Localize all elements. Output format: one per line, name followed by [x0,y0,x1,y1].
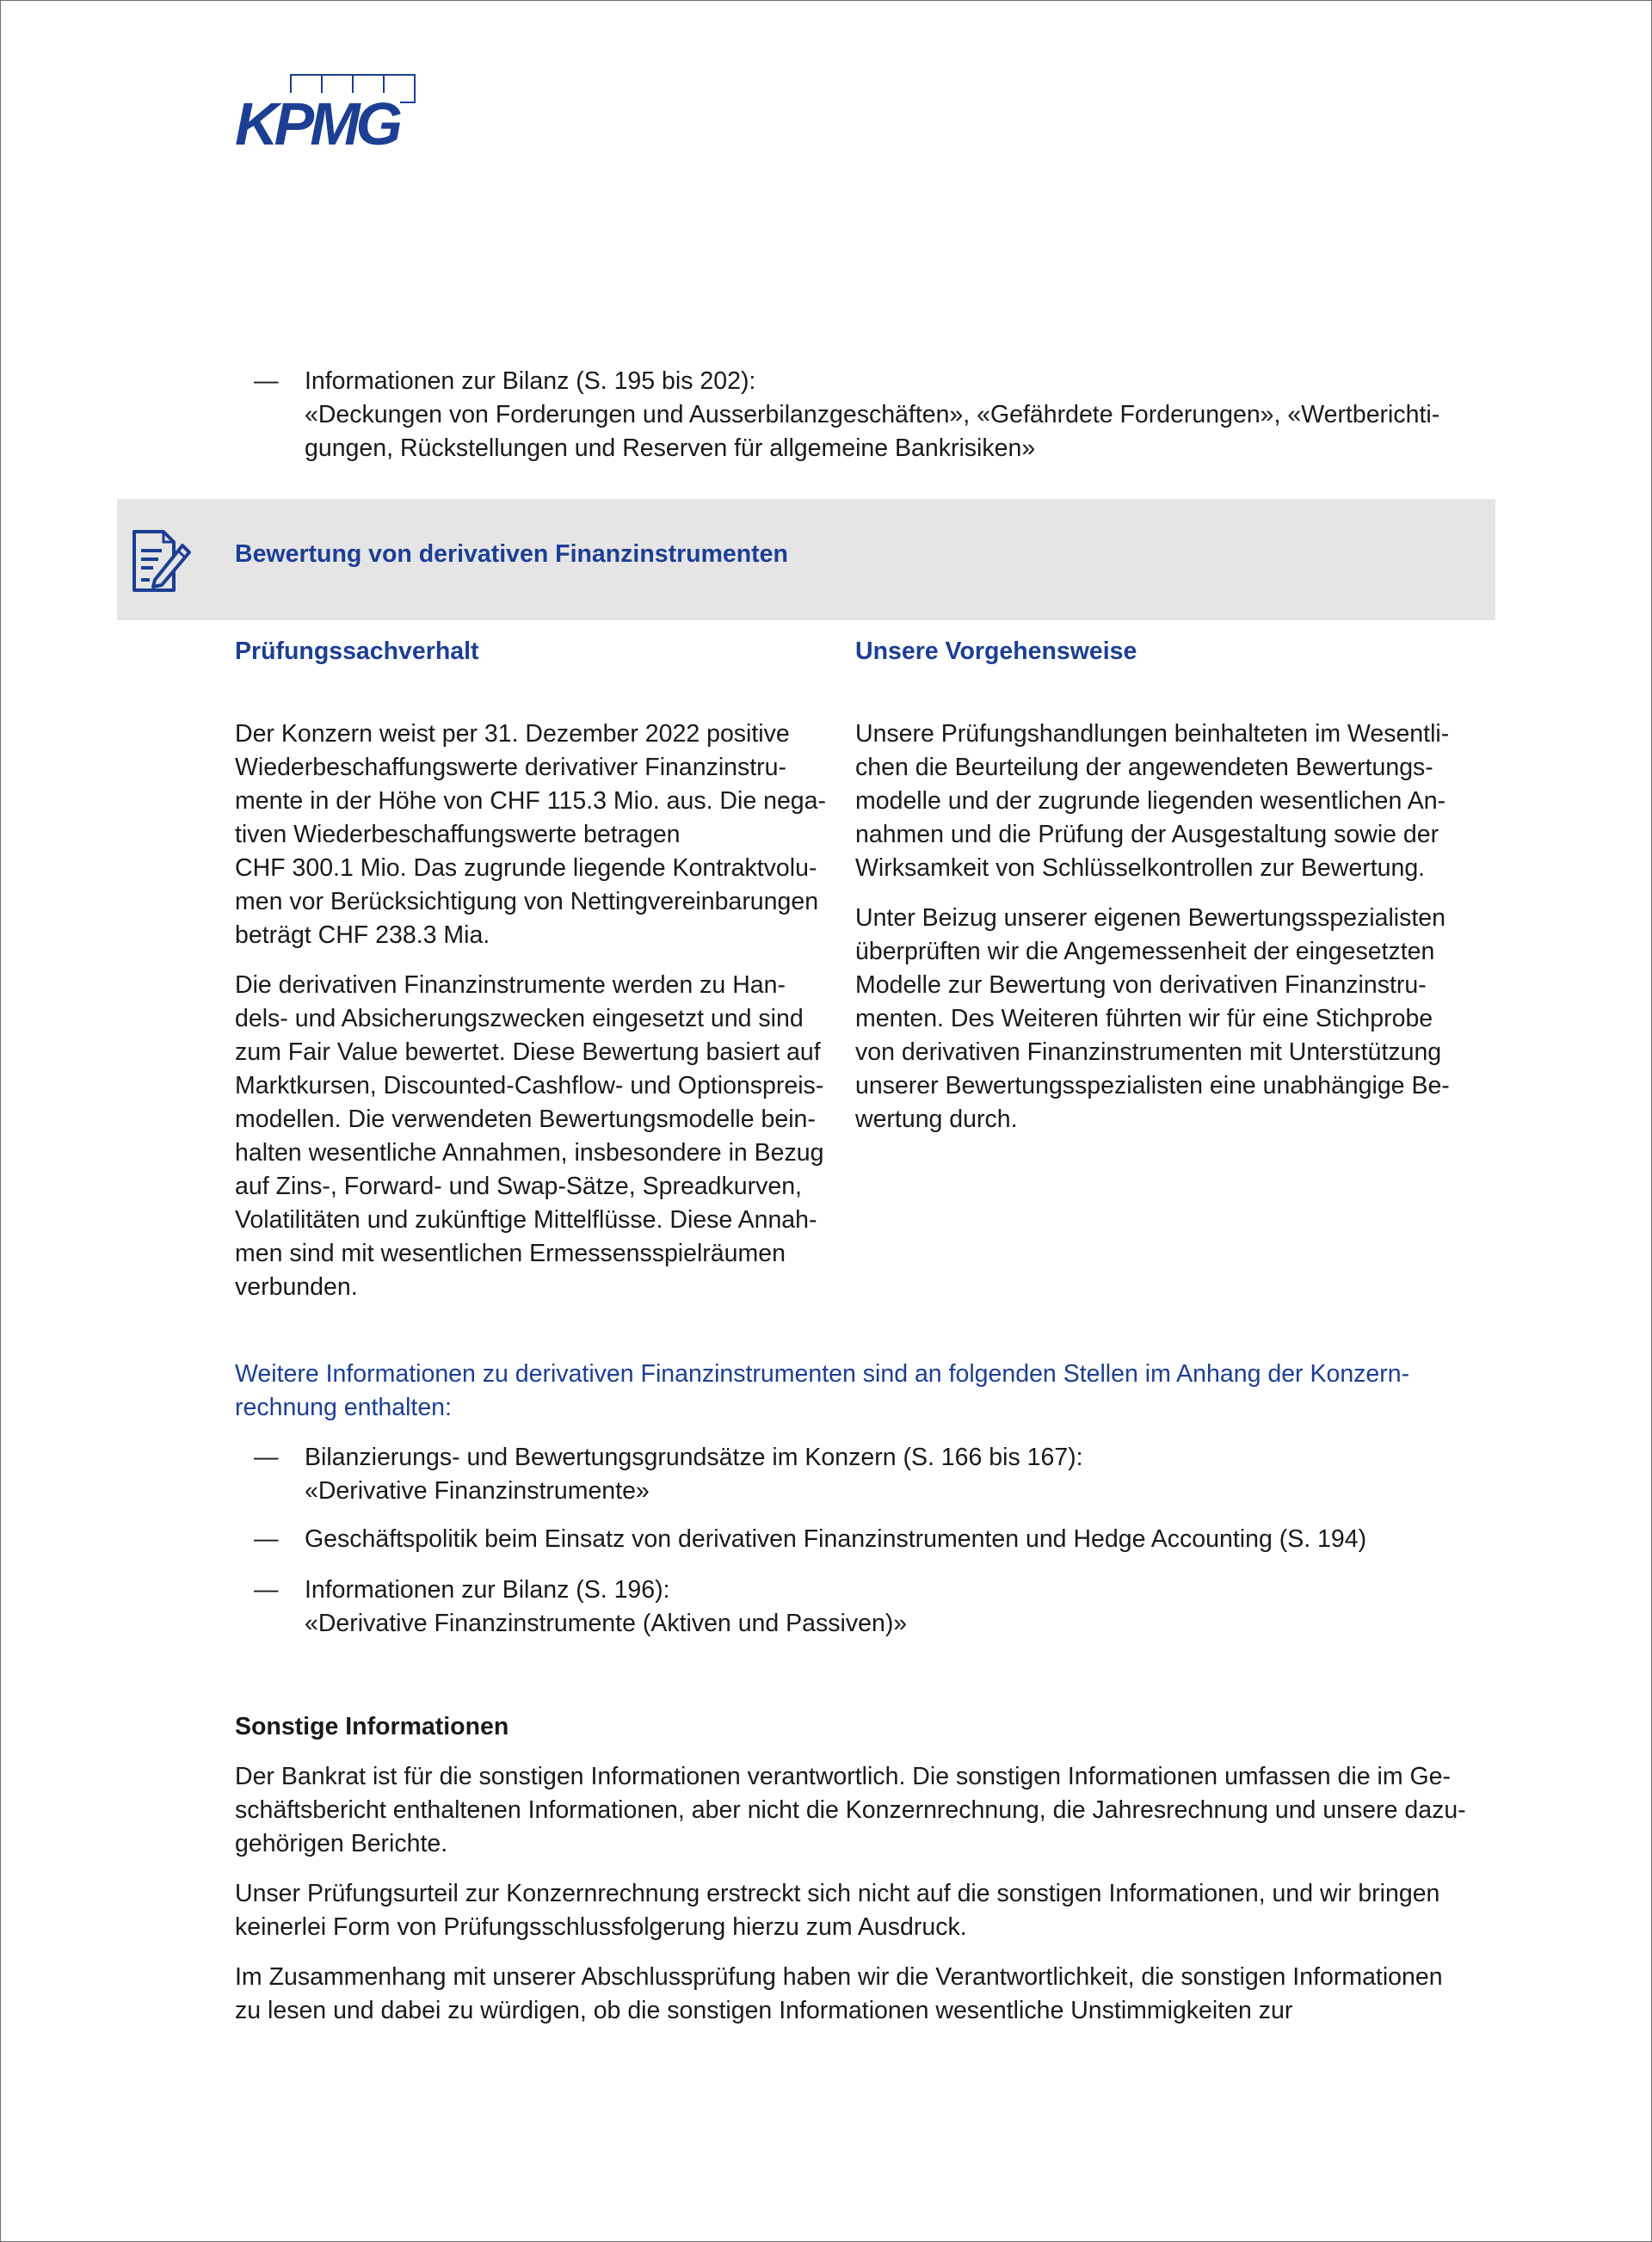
other-info-paragraph-1 [235,1760,1500,1861]
text-line: halten wesentliche Annahmen, insbesondere in Bezug [235,1139,824,1167]
logo-text: KPMG [235,90,398,157]
bullet-dash: — [254,1525,279,1553]
text-line: Marktkursen, Discounted-Cashflow- und Optionspreis- [235,1072,824,1099]
text-line: tiven Wiederbeschaffungswerte betragen [235,821,681,848]
text-line: verbunden. [235,1273,358,1301]
text-line: keinerlei Form von Prüfungsschlussfolgerung hierzu zum Ausdruck. [235,1913,967,1941]
text-line: Der Bankrat ist für die sonstigen Informationen verantwortlich. Die sonstigen Informationen umfassen die im Ge- [235,1763,1452,1790]
text-line: Informationen zur Bilanz (S. 196): [305,1576,670,1604]
bullet-dash: — [254,367,279,395]
text-line: Unsere Prüfungshandlungen beinhalteten im Wesentli- [855,720,1450,748]
text-line: «Derivative Finanzinstrumente» [305,1477,650,1505]
top-bullet-text [305,365,1492,465]
bullet-dash: — [254,1576,279,1604]
text-line: «Derivative Finanzinstrumente (Aktiven und Passiven)» [305,1610,908,1637]
text-line: men sind mit wesentlichen Ermessensspielräumen [235,1240,786,1267]
document-pen-icon [131,520,193,595]
text-line: Unser Prüfungsurteil zur Konzernrechnung erstreckt sich nicht auf die sonstigen Informationen, und wir bringen [235,1880,1440,1907]
other-info-paragraph-2 [235,1877,1500,1944]
text-line: Wiederbeschaffungswerte derivativer Finanzinstru- [235,754,787,781]
text-line: Der Konzern weist per 31. Dezember 2022 positive [235,720,790,748]
left-paragraph-2 [235,969,841,1304]
text-line: rechnung enthalten: [235,1394,452,1421]
text-line: zum Fair Value bewertet. Diese Bewertung basiert auf [235,1038,821,1066]
text-line: Bilanzierungs- und Bewertungsgrundsätze im Konzern (S. 166 bis 167): [305,1444,1083,1471]
text-line: beträgt CHF 238.3 Mia. [235,921,490,949]
text-line: Informationen zur Bilanz (S. 195 bis 202): [305,367,756,395]
right-paragraph-1 [855,718,1462,885]
text-line: men vor Berücksichtigung von Nettingvereinbarungen [235,888,819,915]
left-paragraph-1 [235,718,841,952]
other-info-paragraph-3 [235,1961,1500,2028]
bullet-text [305,1441,1492,1508]
text-line: Modelle zur Bewertung von derivativen Finanzinstru- [855,971,1427,999]
kpmg-logo [235,74,435,157]
text-line: zu lesen und dabei zu würdigen, ob die sonstigen Informationen wesentliche Unstimmigkeiten zur [235,1997,1293,2024]
text-line: Unter Beizug unserer eigenen Bewertungsspezialisten [855,904,1446,932]
text-line: schäftsbericht enthaltenen Informationen, aber nicht die Konzernrechnung, die Jahresrechnung und unsere dazu- [235,1796,1466,1824]
bullet-dash: — [254,1444,279,1471]
bullet-text [305,1523,1492,1556]
text-line: menten. Des Weiteren führten wir für eine Stichprobe [855,1005,1433,1032]
further-info-intro [235,1358,1491,1425]
text-line: gehörigen Berichte. [235,1830,448,1857]
bullet-text [305,1574,1492,1641]
text-line: Die derivativen Finanzinstrumente werden zu Han- [235,971,786,999]
left-column-heading: Prüfungssachverhalt [235,637,479,665]
text-line: Geschäftspolitik beim Einsatz von derivativen Finanzinstrumenten und Hedge Accounting (S. 194) [305,1525,1367,1553]
text-line: gungen, Rückstellungen und Reserven für allgemeine Bankrisiken» [305,434,1036,462]
text-line: überprüften wir die Angemessenheit der eingesetzten [855,938,1435,965]
right-column-heading: Unsere Vorgehensweise [855,637,1137,665]
text-line: modellen. Die verwendeten Bewertungsmodelle bein- [235,1106,816,1133]
text-line: dels- und Absicherungszwecken eingesetzt und sind [235,1005,804,1032]
other-info-heading: Sonstige Informationen [235,1713,509,1740]
text-line: Im Zusammenhang mit unserer Abschlussprüfung haben wir die Verantwortlichkeit, die sonstigen Informationen [235,1963,1443,1991]
text-line: nahmen und die Prüfung der Ausgestaltung sowie der [855,821,1439,848]
text-line: modelle und der zugrunde liegenden wesentlichen An- [855,787,1446,815]
text-line: Wirksamkeit von Schlüsselkontrollen zur Bewertung. [855,854,1426,882]
text-line: auf Zins-, Forward- und Swap-Sätze, Spreadkurven, [235,1173,802,1200]
text-line: «Deckungen von Forderungen und Ausserbilanzgeschäften», «Gefährdete Forderungen», «Wertberichti- [305,401,1440,428]
text-line: Weitere Informationen zu derivativen Finanzinstrumenten sind an folgenden Stellen im Anhang der Konzern- [235,1360,1410,1388]
text-line: wertung durch. [855,1106,1018,1133]
text-line: unserer Bewertungsspezialisten eine unabhängige Be- [855,1072,1450,1099]
right-paragraph-2 [855,902,1462,1136]
text-line: von derivativen Finanzinstrumenten mit Unterstützung [855,1038,1442,1066]
text-line: chen die Beurteilung der angewendeten Bewertungs- [855,754,1433,781]
text-line: mente in der Höhe von CHF 115.3 Mio. aus. Die nega- [235,787,826,815]
section-title: Bewertung von derivativen Finanzinstrumenten [235,540,788,568]
text-line: CHF 300.1 Mio. Das zugrunde liegende Kontraktvolu- [235,854,817,882]
text-line: Volatilitäten und zukünftige Mittelflüsse. Diese Annah- [235,1206,817,1234]
